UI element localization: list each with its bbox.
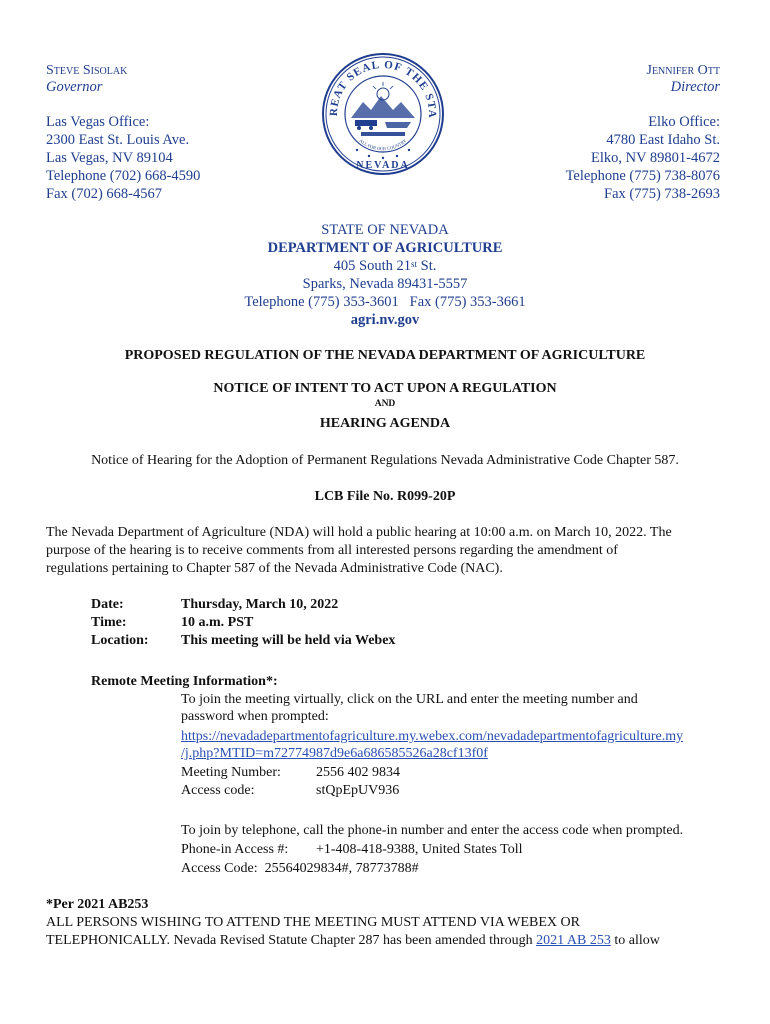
- elko-office-label: Elko Office:: [648, 114, 720, 130]
- director-title: Director: [670, 79, 720, 95]
- remote-instructions-line-2: password when prompted:: [181, 709, 329, 724]
- location-label: Location:: [91, 633, 149, 648]
- phone-in-label: Phone-in Access #:: [181, 842, 289, 857]
- proposed-regulation-heading: PROPOSED REGULATION OF THE NEVADA DEPARTMENT OF AGRICULTURE: [124, 348, 646, 363]
- access-code-label: Access code:: [181, 783, 255, 798]
- street-end: St.: [417, 258, 437, 274]
- notice-of-hearing-line: Notice of Hearing for the Adoption of Permanent Regulations Nevada Administrative Code Chapter 587.: [91, 453, 679, 468]
- time-value: 10 a.m. PST: [181, 615, 254, 630]
- svg-text:ALL FOR OUR COUNTRY: [359, 138, 409, 152]
- remote-meeting-heading: Remote Meeting Information*:: [91, 674, 278, 689]
- ab253-link[interactable]: 2021 AB 253: [536, 933, 611, 948]
- elko-address2: Elko, NV 89801-4672: [590, 150, 720, 166]
- governor-name: Steve Sisolak: [46, 63, 128, 78]
- intro-line-3: regulations pertaining to Chapter 587 of the Nevada Administrative Code (NAC).: [46, 561, 503, 576]
- las-vegas-address1: 2300 East St. Louis Ave.: [46, 132, 190, 148]
- street-number: 405 South 21: [333, 258, 411, 274]
- lcb-file-number: LCB File No. R099-20P: [314, 489, 456, 504]
- seal-bottom-text: NEVADA: [356, 160, 410, 171]
- department-phone-fax: Telephone (775) 353-3601 Fax (775) 353-3661: [244, 294, 526, 310]
- date-value: Thursday, March 10, 2022: [181, 597, 339, 612]
- footnote-line-2-start: TELEPHONICALLY. Nevada Revised Statute Chapter 287 has been amended through: [46, 933, 537, 948]
- location-value: This meeting will be held via Webex: [181, 633, 396, 648]
- footnote-line-1: ALL PERSONS WISHING TO ATTEND THE MEETING MUST ATTEND VIA WEBEX OR: [46, 915, 580, 930]
- and-heading: AND: [374, 399, 396, 409]
- las-vegas-office-label: Las Vegas Office:: [46, 114, 150, 130]
- state-seal: [321, 52, 445, 176]
- governor-title: Governor: [46, 79, 103, 95]
- phone-access-code: Access Code: 25564029834#, 78773788#: [181, 861, 419, 876]
- footnote-heading: *Per 2021 AB253: [46, 897, 149, 912]
- time-label: Time:: [91, 615, 127, 630]
- elko-fax: Fax (775) 738-2693: [604, 186, 720, 202]
- meeting-number-value: 2556 402 9834: [316, 765, 400, 780]
- las-vegas-fax: Fax (702) 668-4567: [46, 186, 162, 202]
- department-city: Sparks, Nevada 89431-5557: [302, 276, 468, 292]
- department-website[interactable]: agri.nv.gov: [350, 312, 420, 328]
- seal-motto: ALL FOR OUR COUNTRY: [358, 138, 408, 152]
- las-vegas-phone: Telephone (702) 668-4590: [46, 168, 201, 184]
- las-vegas-address2: Las Vegas, NV 89104: [46, 150, 173, 166]
- elko-address1: 4780 East Idaho St.: [606, 132, 720, 148]
- access-code-value: stQpEpUV936: [316, 783, 400, 798]
- webex-url-line-1[interactable]: https://nevadadepartmentofagriculture.my.webex.com/nevadadepartmentofagriculture.my: [181, 729, 684, 744]
- footnote-line-2-end: to allow: [610, 933, 660, 948]
- state-name: STATE OF NEVADA: [321, 222, 449, 238]
- phone-instructions: To join by telephone, call the phone-in number and enter the access code when prompted.: [181, 823, 684, 838]
- department-name: DEPARTMENT OF AGRICULTURE: [267, 240, 503, 256]
- webex-url-line-2[interactable]: /j.php?MTID=m72774987d9e6a686585526a28cf13f0f: [181, 746, 488, 761]
- phone-in-value: +1-408-418-9388, United States Toll: [316, 842, 523, 857]
- seal-icon: [321, 52, 445, 176]
- footnote-line-2: [46, 931, 660, 950]
- meeting-number-label: Meeting Number:: [181, 765, 281, 780]
- remote-instructions-line-1: To join the meeting virtually, click on the URL and enter the meeting number and: [181, 692, 638, 707]
- intro-line-1: The Nevada Department of Agriculture (NDA) will hold a public hearing at 10:00 a.m. on March 10, 2022. The: [46, 525, 672, 540]
- seal-outer-text: REAT SEAL OF THE STA: [327, 58, 439, 119]
- director-name: Jennifer Ott: [646, 63, 720, 78]
- date-label: Date:: [91, 597, 124, 612]
- elko-phone: Telephone (775) 738-8076: [565, 168, 720, 184]
- street-suffix: st: [410, 259, 417, 269]
- notice-of-intent-heading: NOTICE OF INTENT TO ACT UPON A REGULATION: [213, 381, 557, 396]
- hearing-agenda-heading: HEARING AGENDA: [319, 416, 451, 431]
- intro-line-2: purpose of the hearing is to receive comments from all interested persons regarding the amendment of: [46, 543, 618, 558]
- department-street: [0, 257, 770, 276]
